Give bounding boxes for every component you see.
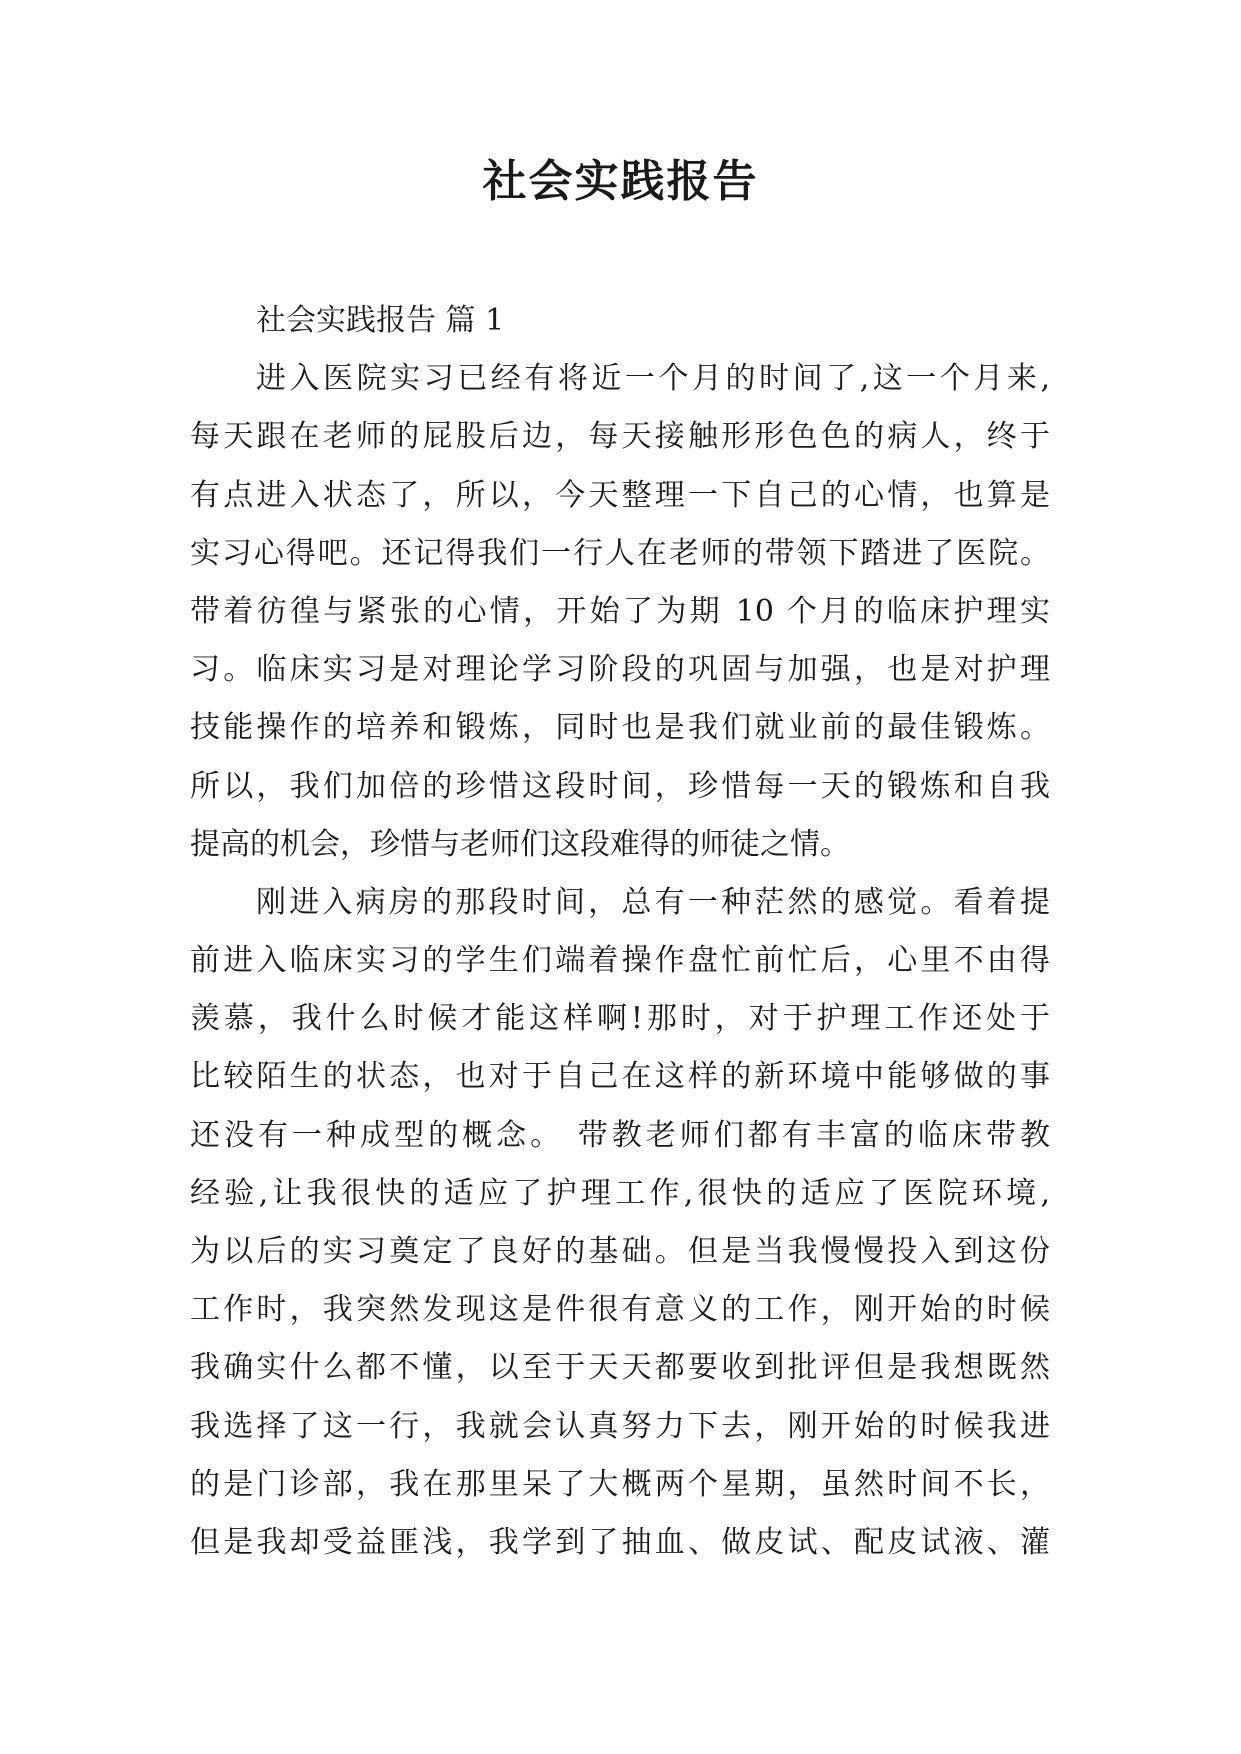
paragraph-line: 我选择了这一行，我就会认真努力下去，刚开始的时候我进 xyxy=(190,1408,1050,1444)
paragraph-line: 工作时，我突然发现这是件很有意义的工作，刚开始的时候 xyxy=(190,1292,1050,1328)
paragraph-line: 还没有一种成型的概念。 带教老师们都有丰富的临床带教 xyxy=(190,1117,1050,1153)
paragraph-line: 进入医院实习已经有将近一个月的时间了,这一个月来, xyxy=(256,361,1050,397)
paragraph-line: 经验,让我很快的适应了护理工作,很快的适应了医院环境, xyxy=(190,1175,1050,1211)
paragraph-line: 刚进入病房的那段时间，总有一种茫然的感觉。看着提 xyxy=(256,884,1050,920)
paragraph-line: 为以后的实习奠定了良好的基础。但是当我慢慢投入到这份 xyxy=(190,1234,1050,1269)
section-heading: 社会实践报告 篇 1 xyxy=(256,303,505,338)
paragraph-line: 每天跟在老师的屁股后边，每天接触形形色色的病人，终于 xyxy=(190,419,1050,455)
paragraph-line: 但是我却受益匪浅，我学到了抽血、做皮试、配皮试液、灌 xyxy=(190,1524,1050,1560)
document-title: 社会实践报告 xyxy=(482,156,759,207)
document-body xyxy=(190,292,1050,1572)
paragraph-line: 习。临床实习是对理论学习阶段的巩固与加强，也是对护理 xyxy=(190,652,1050,688)
paragraph-line: 带着彷徨与紧张的心情，开始了为期 10 个月的临床护理实 xyxy=(190,593,1050,629)
paragraph-2 xyxy=(190,874,1050,1572)
paragraph-line: 提高的机会，珍惜与老师们这段难得的师徒之情。 xyxy=(190,826,850,862)
paragraph-line: 的是门诊部，我在那里呆了大概两个星期，虽然时间不长， xyxy=(190,1466,1050,1502)
paragraph-line: 前进入临床实习的学生们端着操作盘忙前忙后，心里不由得 xyxy=(190,943,1050,979)
paragraph-line: 有点进入状态了，所以，今天整理一下自己的心情，也算是 xyxy=(190,477,1050,513)
paragraph-line: 技能操作的培养和锻炼，同时也是我们就业前的最佳锻炼。 xyxy=(190,710,1050,746)
paragraph-line: 我确实什么都不懂，以至于天天都要收到批评但是我想既然 xyxy=(190,1350,1050,1386)
paragraph-line: 所以，我们加倍的珍惜这段时间，珍惜每一天的锻炼和自我 xyxy=(190,768,1050,804)
paragraph-line: 比较陌生的状态，也对于自己在这样的新环境中能够做的事 xyxy=(190,1059,1050,1095)
paragraph-line: 实习心得吧。还记得我们一行人在老师的带领下踏进了医院。 xyxy=(190,535,1050,571)
paragraph-line: 羡慕，我什么时候才能这样啊!那时，对于护理工作还处于 xyxy=(190,1001,1050,1037)
paragraph-1 xyxy=(190,350,1050,874)
